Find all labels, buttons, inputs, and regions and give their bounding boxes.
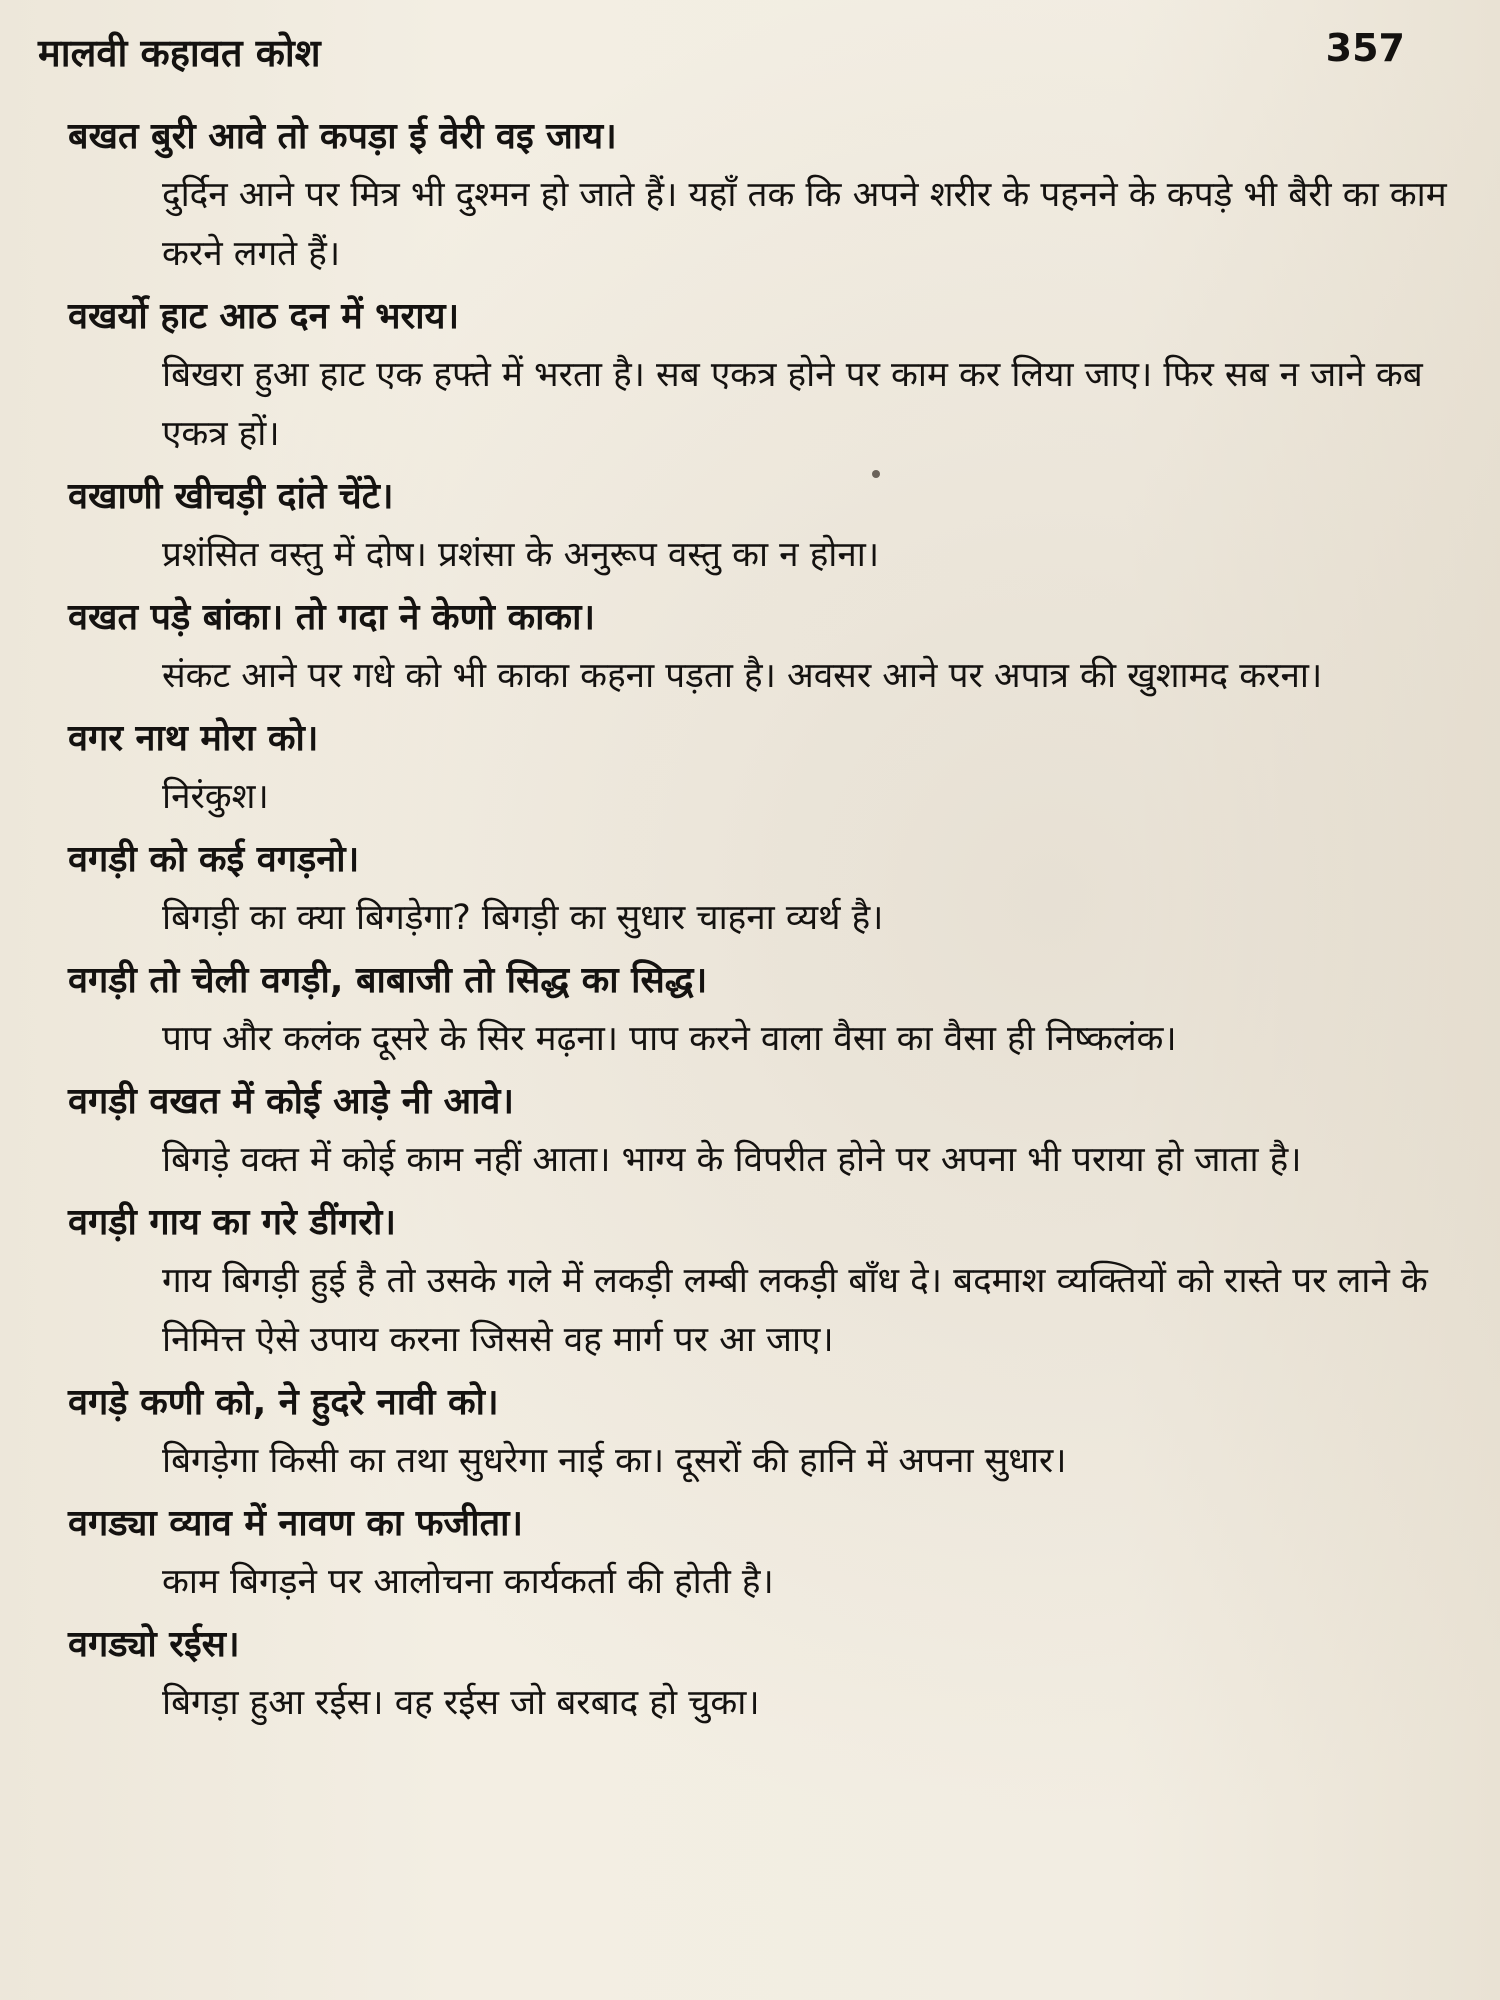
proverb-headword: वगड्या व्याव में नावण का फजीता।: [68, 1503, 524, 1544]
proverb-headword: वखाणी खीचड़ी दांते चेंटे।: [68, 476, 394, 517]
proverb-entries: [68, 108, 1447, 1737]
proverb-meaning: संकट आने पर गधे को भी काका कहना पड़ता है। अवसर आने पर अपात्र की खुशामद करना।: [162, 656, 1323, 696]
page-header: [38, 22, 1405, 82]
proverb-meaning: बिगड़ा हुआ रईस। वह रईस जो बरबाद हो चुका।: [162, 1683, 760, 1723]
proverb-meaning: गाय बिगड़ी हुई है तो उसके गले में लकड़ी लम्बी लकड़ी बाँध दे। बदमाश व्यक्तियों को रास्ते पर लाने के निमित्त ऐसे उपाय करना जिससे वह मार्ग पर आ जाए।: [162, 1261, 1428, 1360]
proverb-headword: वगड़ी वखत में कोई आड़े नी आवे।: [68, 1081, 515, 1122]
proverb-headword: वगर नाथ मोरा को।: [68, 718, 319, 759]
proverb-headword: वगड़ी तो चेली वगड़ी, बाबाजी तो सिद्ध का सिद्ध।: [68, 960, 708, 1001]
page-number: 357: [1325, 26, 1405, 70]
proverb-entry: [68, 589, 1403, 706]
proverb-entry: [68, 108, 1447, 284]
proverb-meaning: बिगड़ी का क्या बिगड़ेगा? बिगड़ी का सुधार चाहना व्यर्थ है।: [162, 898, 884, 938]
proverb-entry: [68, 288, 1423, 464]
proverb-entry: [68, 468, 1403, 585]
proverb-headword: बखत बुरी आवे तो कपड़ा ई वेरी वइ जाय।: [68, 116, 617, 157]
proverb-meaning: बिगड़ेगा किसी का तथा सुधरेगा नाई का। दूसरों की हानि में अपना सुधार।: [162, 1441, 1067, 1481]
proverb-meaning: निरंकुश।: [162, 777, 269, 817]
proverb-entry: [68, 1616, 1403, 1733]
proverb-headword: वगड़ी को कई वगड़नो।: [68, 839, 360, 880]
proverb-headword: वगड़े कणी को, ने हुदरे नावी को।: [68, 1382, 499, 1423]
proverb-headword: वगड़ी गाय का गरे डींगरो।: [68, 1202, 396, 1243]
proverb-meaning: काम बिगड़ने पर आलोचना कार्यकर्ता की होती है।: [162, 1562, 774, 1602]
proverb-headword: वगड्यो रईस।: [68, 1624, 240, 1665]
proverb-entry: [68, 1495, 1403, 1612]
proverb-entry: [68, 1194, 1428, 1370]
proverb-meaning: प्रशंसित वस्तु में दोष। प्रशंसा के अनुरूप वस्तु का न होना।: [162, 535, 880, 575]
proverb-meaning: दुर्दिन आने पर मित्र भी दुश्मन हो जाते हैं। यहाँ तक कि अपने शरीर के पहनने के कपड़े भी बैरी का काम करने लगते हैं।: [162, 175, 1447, 274]
proverb-entry: [68, 710, 1403, 827]
proverb-meaning: पाप और कलंक दूसरे के सिर मढ़ना। पाप करने वाला वैसा का वैसा ही निष्कलंक।: [162, 1019, 1177, 1059]
proverb-headword: वखत पड़े बांका। तो गदा ने केणो काका।: [68, 597, 596, 638]
proverb-meaning: बिखरा हुआ हाट एक हफ्ते में भरता है। सब एकत्र होने पर काम कर लिया जाए। फिर सब न जाने कब एकत्र हों।: [162, 355, 1423, 454]
proverb-headword: वखर्यो हाट आठ दन में भराय।: [68, 296, 460, 337]
running-title: मालवी कहावत कोश: [38, 31, 321, 75]
proverb-meaning: बिगड़े वक्त में कोई काम नहीं आता। भाग्य के विपरीत होने पर अपना भी पराया हो जाता है।: [162, 1140, 1302, 1180]
proverb-entry: [68, 952, 1403, 1069]
proverb-entry: [68, 1073, 1403, 1190]
proverb-entry: [68, 1374, 1403, 1491]
proverb-entry: [68, 831, 1403, 948]
